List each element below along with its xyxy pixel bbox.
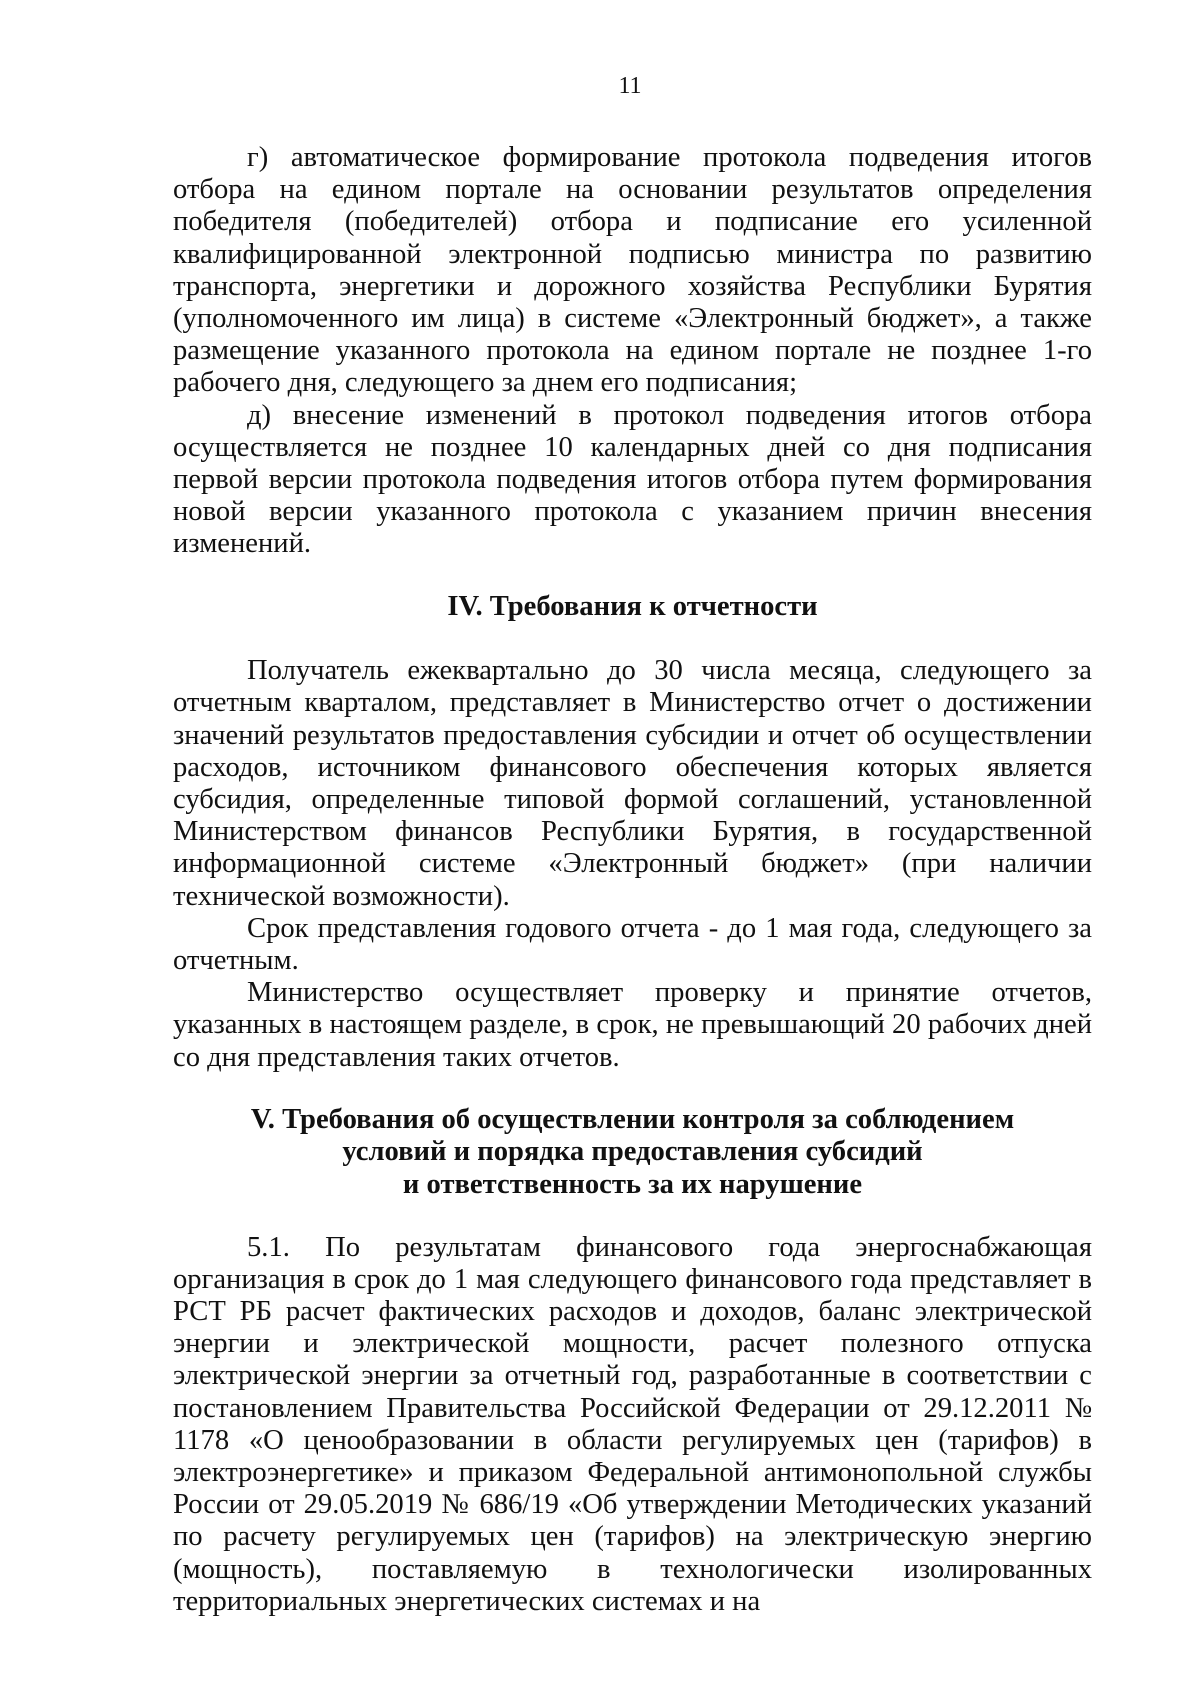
paragraph-reporting-quarterly: Получатель ежеквартально до 30 числа месяца, следующего за отчетным кварталом, представляет в Министерство отчет о достижении значений результатов предоставления субсидии и отчет об осуществлении расходов, источником финансового обеспечения которых является субсидия, определенные типовой формой соглашений, установленной Министерством финансов Республики Бурятия, в государственной информационной системе «Электронный бюджет» (при наличии технической возможности). (173, 655, 1092, 912)
page-number: 11 (618, 73, 642, 99)
section-v-title-line-3: и ответственность за их нарушение (402, 1169, 863, 1201)
document-body (173, 142, 1092, 1618)
paragraph-item-d: д) внесение изменений в протокол подведения итогов отбора осуществляется не позднее 10 календарных дней со дня подписания первой версии протокола подведения итогов отбора путем формирования новой версии указанного протокола с указанием причин внесения изменений. (173, 399, 1092, 560)
paragraph-reporting-annual: Срок представления годового отчета - до 1 мая года, следующего за отчетным. (173, 912, 1092, 977)
section-v-title-line-2: условий и порядка предоставления субсидий (342, 1136, 923, 1168)
section-iv-title: IV. Требования к отчетности (447, 590, 818, 622)
paragraph-reporting-review: Министерство осуществляет проверку и принятие отчетов, указанных в настоящем разделе, в срок, не превышающий 20 рабочих дней со дня представления таких отчетов. (173, 977, 1092, 1073)
section-v-title-line-1: V. Требования об осуществлении контроля за соблюдением (250, 1103, 1015, 1135)
paragraph-item-g: г) автоматическое формирование протокола подведения итогов отбора на едином портале на основании результатов определения победителя (победителей) отбора и подписание его усиленной квалифицированной электронной подписью министра по развитию транспорта, энергетики и дорожного хозяйства Республики Бурятия (уполномоченного им лица) в системе «Электронный бюджет», а также размещение указанного протокола на едином портале не позднее 1-го рабочего дня, следующего за днем его подписания; (173, 142, 1092, 399)
paragraph-5-1: 5.1. По результатам финансового года энергоснабжающая организация в срок до 1 мая следующего финансового года представляет в РСТ РБ расчет фактических расходов и доходов, баланс электрической энергии и электрической мощности, расчет полезного отпуска электрической энергии за отчетный год, разработанные в соответствии с постановлением Правительства Российской Федерации от 29.12.2011 № 1178 «О ценообразовании в области регулируемых цен (тарифов) в электроэнергетике» и приказом Федеральной антимонопольной службы России от 29.05.2019 № 686/19 «Об утверждении Методических указаний по расчету регулируемых цен (тарифов) на электрическую энергию (мощность), поставляемую в технологически изолированных территориальных энергетических системах и на (173, 1231, 1092, 1617)
section-v-title (173, 1104, 1092, 1202)
